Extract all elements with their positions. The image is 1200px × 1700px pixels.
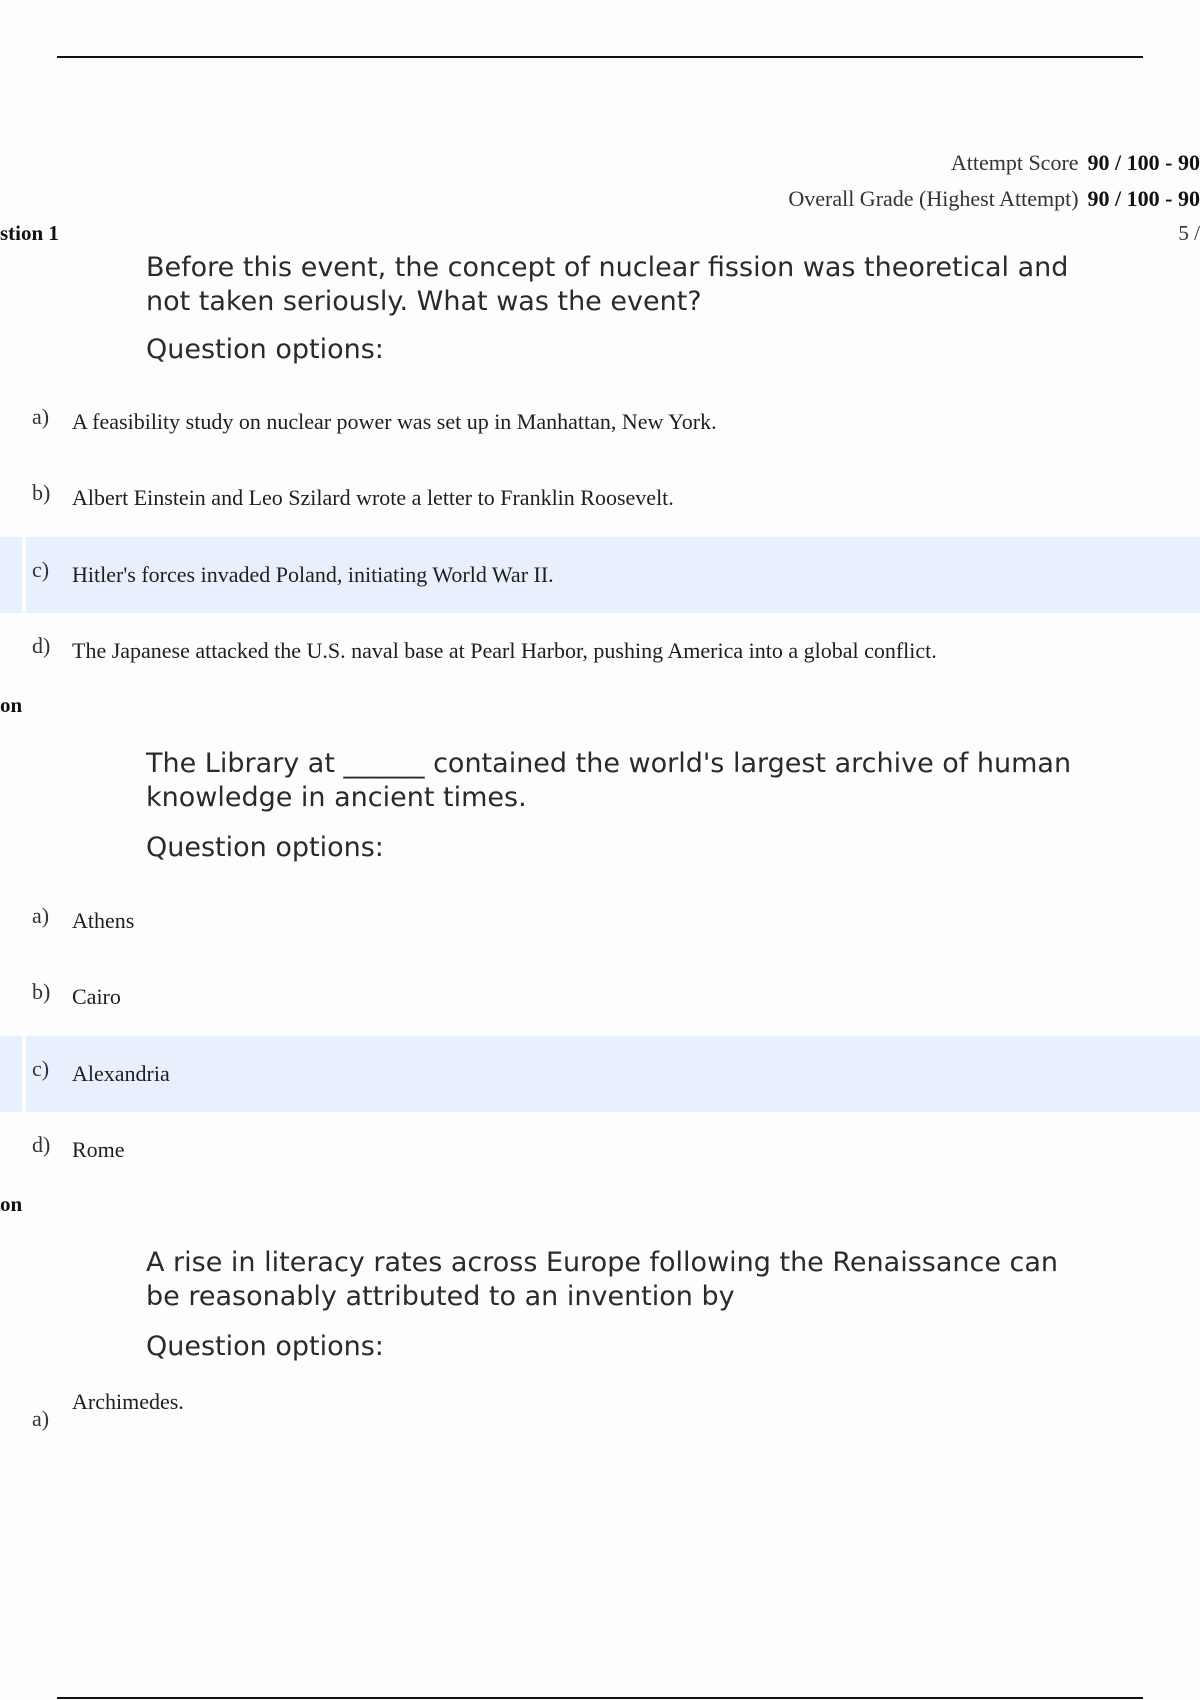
overall-grade bbox=[788, 186, 1200, 212]
option-b[interactable] bbox=[0, 460, 1200, 536]
option-letter: b) bbox=[32, 979, 51, 1004]
question-label: on bbox=[0, 693, 23, 717]
option-text: Athens bbox=[72, 908, 135, 933]
selection-highlight bbox=[26, 1036, 1200, 1112]
option-letter: d) bbox=[32, 633, 51, 658]
overall-grade-value: 90 / 100 - 90 bbox=[1087, 186, 1200, 211]
option-text: A feasibility study on nuclear power was set up in Manhattan, New York. bbox=[72, 409, 717, 434]
option-a[interactable] bbox=[0, 384, 1200, 460]
option-text: Rome bbox=[72, 1137, 125, 1162]
option-letter: c) bbox=[32, 1056, 50, 1081]
attempt-score-label: Attempt Score bbox=[950, 150, 1079, 175]
option-d[interactable] bbox=[0, 613, 1200, 689]
question-prompt: The Library at ______ contained the world's largest archive of human knowledge in ancient times. bbox=[146, 748, 1072, 813]
option-letter: a) bbox=[32, 903, 50, 928]
attempt-score bbox=[951, 150, 1200, 176]
option-letter: b) bbox=[32, 480, 51, 505]
option-a[interactable] bbox=[0, 1382, 1200, 1458]
question-prompt: A rise in literacy rates across Europe following the Renaissance can be reasonably attributed to an invention by bbox=[146, 1247, 1059, 1312]
option-text: Archimedes. bbox=[72, 1389, 184, 1414]
options-heading: Question options: bbox=[146, 334, 384, 365]
option-text: Hitler's forces invaded Poland, initiating World War II. bbox=[72, 562, 554, 587]
options-heading: Question options: bbox=[146, 832, 384, 863]
option-text: The Japanese attacked the U.S. naval base at Pearl Harbor, pushing America into a global conflict. bbox=[72, 638, 937, 663]
option-c-selected[interactable] bbox=[0, 1036, 1200, 1112]
question-prompt: Before this event, the concept of nuclear fission was theoretical and not taken seriously. What was the event? bbox=[146, 252, 1069, 317]
question-points: 5 / bbox=[1178, 221, 1200, 245]
attempt-score-value: 90 / 100 - 90 bbox=[1087, 150, 1200, 175]
selection-highlight-stub bbox=[0, 537, 22, 613]
option-letter: a) bbox=[32, 404, 50, 429]
question-label: on bbox=[0, 1192, 23, 1216]
question-label: stion 1 bbox=[0, 221, 59, 245]
options-heading: Question options: bbox=[146, 1331, 384, 1362]
option-text: Albert Einstein and Leo Szilard wrote a letter to Franklin Roosevelt. bbox=[72, 485, 674, 510]
top-divider bbox=[57, 56, 1143, 58]
option-a[interactable] bbox=[0, 883, 1200, 959]
bottom-divider bbox=[57, 1697, 1143, 1699]
option-letter: d) bbox=[32, 1132, 51, 1157]
selection-highlight-stub bbox=[0, 1036, 22, 1112]
option-text: Cairo bbox=[72, 984, 121, 1009]
overall-grade-label: Overall Grade (Highest Attempt) bbox=[788, 186, 1079, 211]
option-d[interactable] bbox=[0, 1112, 1200, 1188]
option-text: Alexandria bbox=[72, 1061, 170, 1086]
option-letter: a) bbox=[32, 1406, 50, 1431]
option-c-selected[interactable] bbox=[0, 537, 1200, 613]
option-b[interactable] bbox=[0, 959, 1200, 1035]
option-letter: c) bbox=[32, 557, 50, 582]
